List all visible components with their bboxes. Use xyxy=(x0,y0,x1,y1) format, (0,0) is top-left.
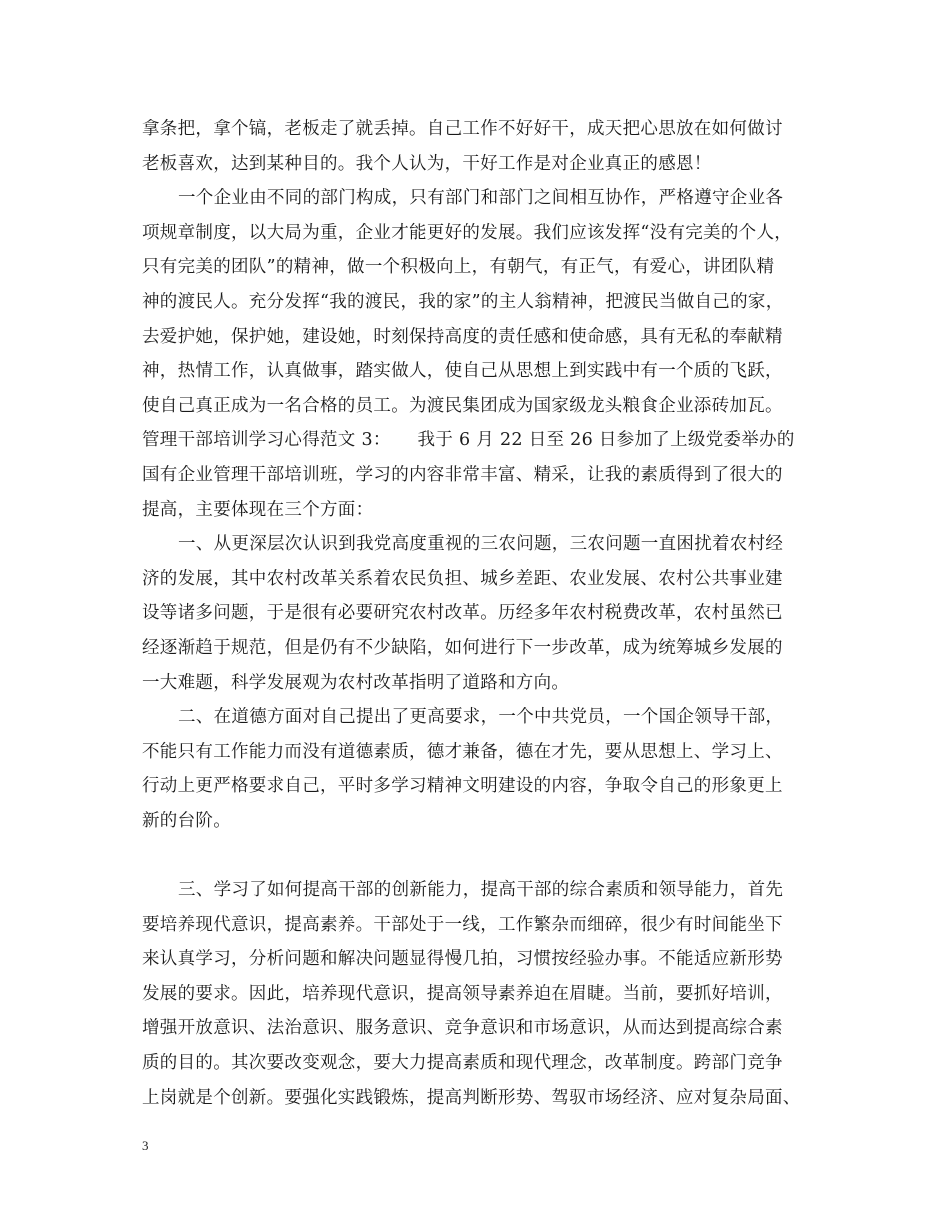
text-line: 一个企业由不同的部门构成，只有部门和部门之间相互协作，严格遵守企业各 xyxy=(178,188,784,209)
text-line: 增强开放意识、法治意识、服务意识、竞争意识和市场意识，从而达到提高综合素 xyxy=(142,1018,783,1039)
text-line: 上岗就是个创新。要强化实践锻炼，提高判断形势、驾驭市场经济、应对复杂局面、 xyxy=(142,1087,801,1108)
text-line: 行动上更严格要求自己，平时多学习精神文明建设的内容，争取令自己的形象更上 xyxy=(142,776,783,797)
text-line: 新的台阶。 xyxy=(142,810,231,831)
text-line: 老板喜欢，达到某种目的。我个人认为，干好工作是对企业真正的感恩！ xyxy=(142,153,712,174)
text-line: 国有企业管理干部培训班，学习的内容非常丰富、精采，让我的素质得到了很大的 xyxy=(142,464,783,485)
page-number: 3 xyxy=(142,1138,149,1153)
text-line: 使自己真正成为一名合格的员工。为渡民集团成为国家级龙头粮食企业添砖加瓦。 xyxy=(142,395,783,416)
blank-line xyxy=(142,838,822,873)
text-line: 发展的要求。因此，培养现代意识，提高领导素养迫在眉睫。当前，要抓好培训， xyxy=(142,983,783,1004)
text-line: 只有完美的团队”的精神，做一个积极向上，有朝气，有正气，有爱心，讲团队精 xyxy=(142,257,775,278)
text-line: 神的渡民人。充分发挥“我的渡民，我的家”的主人翁精神，把渡民当做自己的家， xyxy=(142,291,784,312)
section-heading-line: 管理干部培训学习心得范文 3： 我于 6 月 22 日至 26 日参加了上级党委举办的 xyxy=(142,430,795,451)
text-line: 济的发展，其中农村改革关系着农民负担、城乡差距、农业发展、农村公共事业建 xyxy=(142,568,783,589)
text-line: 设等诸多问题，于是很有必要研究农村改革。历经多年农村税费改革，农村虽然已 xyxy=(142,603,783,624)
text-line: 二、在道德方面对自己提出了更高要求，一个中共党员，一个国企领导干部， xyxy=(178,707,784,728)
document-body xyxy=(142,112,822,1115)
text-line: 项规章制度，以大局为重，企业才能更好的发展。我们应该发挥“没有完美的个人， xyxy=(142,222,793,243)
text-line: 三、学习了如何提高干部的创新能力，提高干部的综合素质和领导能力，首先 xyxy=(178,880,784,901)
text-line: 神，热情工作，认真做事，踏实做人，使自己从思想上到实践中有一个质的飞跃， xyxy=(142,361,783,382)
text-line: 提高，主要体现在三个方面： xyxy=(142,499,374,520)
text-line: 来认真学习，分析问题和解决问题显得慢几拍，习惯按经验办事。不能适应新形势 xyxy=(142,949,783,970)
text-line: 去爱护她，保护她，建设她，时刻保持高度的责任感和使命感，具有无私的奉献精 xyxy=(142,326,783,347)
text-line: 经逐渐趋于规范，但是仍有不少缺陷，如何进行下一步改革，成为统筹城乡发展的 xyxy=(142,637,783,658)
text-line: 要培养现代意识，提高素养。干部处于一线，工作繁杂而细碎，很少有时间能坐下 xyxy=(142,914,783,935)
text-line: 拿条把，拿个镐，老板走了就丢掉。自己工作不好好干，成天把心思放在如何做讨 xyxy=(142,119,783,139)
text-line: 一、从更深层次认识到我党高度重视的三农问题，三农问题一直困扰着农村经 xyxy=(178,534,784,555)
text-line: 一大难题，科学发展观为农村改革指明了道路和方向。 xyxy=(142,672,570,693)
text-line: 不能只有工作能力而没有道德素质，德才兼备，德在才先，要从思想上、学习上、 xyxy=(142,741,783,762)
text-line: 质的目的。其次要改变观念，要大力提高素质和现代理念，改革制度。跨部门竞争 xyxy=(142,1053,783,1074)
